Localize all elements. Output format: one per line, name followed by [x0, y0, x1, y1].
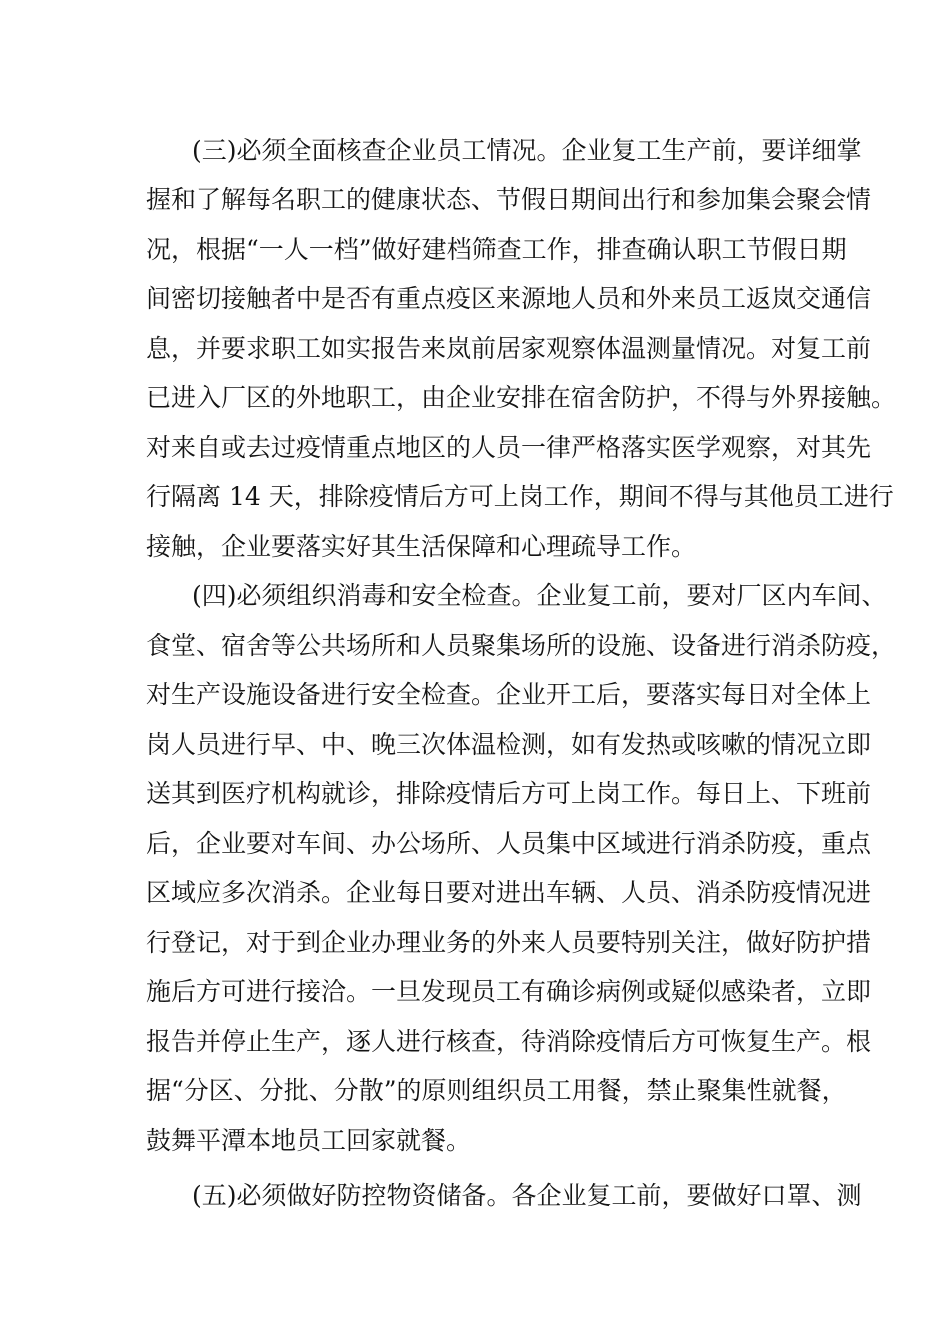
paragraph-3-line-3: 况，根据“一人一档”做好建档筛查工作，排查确认职工节假日期 [146, 235, 847, 264]
paragraph-4-line-2: 食堂、宿舍等公共场所和人员聚集场所的设施、设备进行消杀防疫， [146, 631, 897, 660]
paragraph-3-line-2: 握和了解每名职工的健康状态、节假日期间出行和参加集会聚会情 [146, 185, 872, 214]
paragraph-4-line-7: 区域应多次消杀。企业每日要对进出车辆、人员、消杀防疫情况进 [146, 878, 872, 907]
paragraph-4-line-5: 送其到医疗机构就诊，排除疫情后方可上岗工作。每日上、下班前 [146, 779, 872, 808]
paragraph-5-line-1: (五)必须做好防控物资储备。各企业复工前，要做好口罩、测 [192, 1181, 862, 1210]
paragraph-4-line-3: 对生产设施设备进行安全检查。企业开工后，要落实每日对全体上 [146, 680, 872, 709]
paragraph-4-line-8: 行登记，对于到企业办理业务的外来人员要特别关注，做好防护措 [146, 928, 872, 957]
paragraph-3-line-1: (三)必须全面核查企业员工情况。企业复工生产前，要详细掌 [192, 136, 862, 165]
paragraph-4-line-11: 据“分区、分批、分散”的原则组织员工用餐，禁止聚集性就餐， [146, 1076, 847, 1105]
paragraph-3-line-7: 对来自或去过疫情重点地区的人员一律严格落实医学观察，对其先 [146, 433, 872, 462]
paragraph-4-line-9: 施后方可进行接洽。一旦发现员工有确诊病例或疑似感染者，立即 [146, 977, 872, 1006]
paragraph-3-line-8: 行隔离 14 天，排除疫情后方可上岗工作，期间不得与其他员工进行 [146, 482, 894, 511]
paragraph-3-line-4: 间密切接触者中是否有重点疫区来源地人员和外来员工返岚交通信 [146, 284, 872, 313]
paragraph-3-line-5: 息，并要求职工如实报告来岚前居家观察体温测量情况。对复工前 [146, 334, 872, 363]
paragraph-4-line-1: (四)必须组织消毒和安全检查。企业复工前，要对厂区内车间、 [192, 581, 887, 610]
paragraph-4-line-6: 后，企业要对车间、办公场所、人员集中区域进行消杀防疫，重点 [146, 829, 872, 858]
paragraph-3-line-9: 接触，企业要落实好其生活保障和心理疏导工作。 [146, 532, 697, 561]
paragraph-4-line-4: 岗人员进行早、中、晚三次体温检测，如有发热或咳嗽的情况立即 [146, 730, 872, 759]
paragraph-3-line-6: 已进入厂区的外地职工，由企业安排在宿舍防护，不得与外界接触。 [146, 383, 897, 412]
paragraph-4-line-10: 报告并停止生产，逐人进行核查，待消除疫情后方可恢复生产。根 [146, 1027, 872, 1056]
paragraph-4-line-12: 鼓舞平潭本地员工回家就餐。 [146, 1126, 472, 1155]
